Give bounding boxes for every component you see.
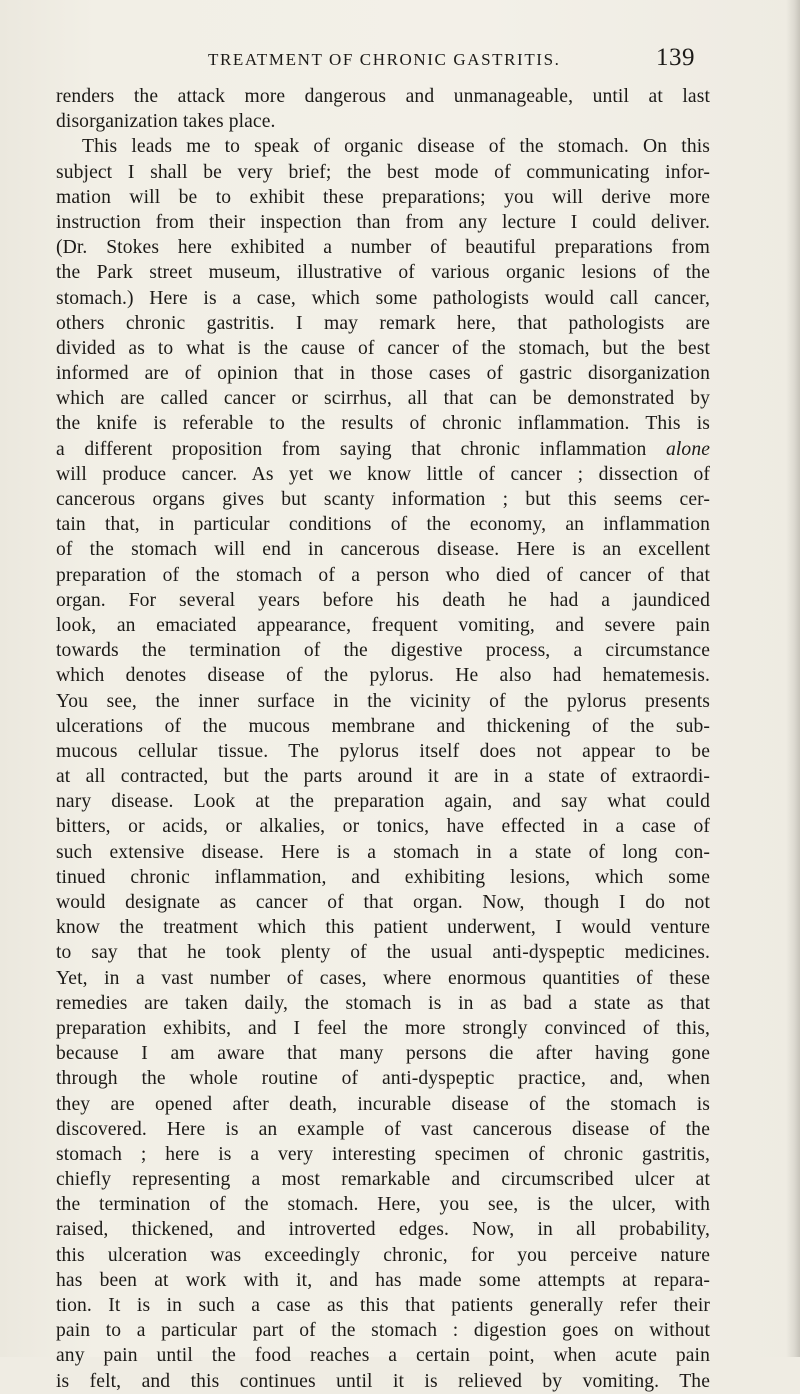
text-line: through the whole routine of anti-dyspeptic practice, and, when bbox=[56, 1068, 710, 1090]
text-line: (Dr. Stokes here exhibited a number of beautiful preparations from bbox=[56, 237, 710, 259]
text-line: has been at work with it, and has made some attempts at repara- bbox=[56, 1269, 710, 1291]
text-line: discovered. Here is an example of vast cancerous disease of the bbox=[56, 1118, 710, 1140]
text-line: subject I shall be very brief; the best mode of communicating infor- bbox=[56, 161, 710, 183]
text-line: others chronic gastritis. I may remark here, that pathologists are bbox=[56, 312, 710, 334]
emphasis-word: alone bbox=[665, 438, 711, 460]
text-line: is felt, and this continues until it is relieved by vomiting. The bbox=[56, 1370, 710, 1392]
text-line: this ulceration was exceedingly chronic, for you perceive nature bbox=[56, 1244, 710, 1266]
text-line: tain that, in particular conditions of the economy, an inflammation bbox=[56, 514, 710, 536]
text-line: pain to a particular part of the stomach : digestion goes on without bbox=[56, 1320, 710, 1342]
text-line: will produce cancer. As yet we know little of cancer ; dissection of bbox=[56, 463, 710, 485]
page-number: 139 bbox=[656, 44, 695, 71]
text-line: mucous cellular tissue. The pylorus itself does not appear to be bbox=[56, 740, 710, 762]
text-line: know the treatment which this patient underwent, I would venture bbox=[56, 917, 710, 939]
text-line: preparation of the stomach of a person who died of cancer of that bbox=[56, 564, 710, 586]
text-line: would designate as cancer of that organ. Now, though I do not bbox=[56, 892, 710, 913]
text-line: mation will be to exhibit these preparations; you will derive more bbox=[56, 186, 710, 208]
text-line: stomach ; here is a very interesting specimen of chronic gastritis, bbox=[56, 1143, 710, 1165]
text-line: any pain until the food reaches a certain point, when acute pain bbox=[56, 1345, 710, 1367]
text-line: instruction from their inspection than from any lecture I could deliver. bbox=[56, 211, 710, 233]
text-line-with-emphasis bbox=[56, 437, 710, 462]
text-fragment: a different proposition from saying that chronic inflammation bbox=[56, 438, 647, 460]
text-line: stomach.) Here is a case, which some pathologists would call cancer, bbox=[56, 287, 710, 309]
text-line: the termination of the stomach. Here, you see, is the ulcer, with bbox=[56, 1194, 710, 1216]
text-line: cancerous organs gives but scanty information ; but this seems cer- bbox=[56, 489, 710, 510]
text-line: at all contracted, but the parts around it are in a state of extraordi- bbox=[56, 766, 710, 788]
text-line: the Park street museum, illustrative of various organic lesions of the bbox=[56, 262, 710, 284]
text-line: which denotes disease of the pylorus. He also had hematemesis. bbox=[56, 665, 710, 687]
page-header bbox=[208, 44, 708, 74]
text-line: chiefly representing a most remarkable and circumscribed ulcer at bbox=[56, 1169, 710, 1191]
text-line: the knife is referable to the results of chronic inflammation. This is bbox=[56, 413, 710, 435]
text-line: disorganization takes place. bbox=[56, 111, 276, 133]
text-line: informed are of opinion that in those cases of gastric disorganization bbox=[56, 363, 710, 385]
text-line: look, an emaciated appearance, frequent vomiting, and severe pain bbox=[56, 614, 710, 636]
text-line: bitters, or acids, or alkalies, or tonics, have effected in a case of bbox=[56, 816, 710, 838]
text-line: such extensive disease. Here is a stomach in a state of long con- bbox=[56, 841, 710, 863]
text-line: remedies are taken daily, the stomach is in as bad a state as that bbox=[56, 992, 710, 1014]
running-head: TREATMENT OF CHRONIC GASTRITIS. bbox=[208, 50, 561, 69]
text-line: nary disease. Look at the preparation again, and say what could bbox=[56, 791, 710, 813]
text-line: which are called cancer or scirrhus, all that can be demonstrated by bbox=[56, 388, 710, 410]
text-line: You see, the inner surface in the vicinity of the pylorus presents bbox=[56, 690, 710, 712]
text-line: preparation exhibits, and I feel the more strongly convinced of this, bbox=[56, 1017, 710, 1039]
text-line: Yet, in a vast number of cases, where enormous quantities of these bbox=[56, 967, 710, 989]
text-line: of the stomach will end in cancerous disease. Here is an excellent bbox=[56, 539, 710, 561]
text-line: because I am aware that many persons die after having gone bbox=[56, 1043, 710, 1065]
page-edge-shadow bbox=[786, 0, 800, 1357]
text-line: This leads me to speak of organic disease of the stomach. On this bbox=[82, 136, 710, 158]
text-line: renders the attack more dangerous and unmanageable, until at last bbox=[56, 86, 710, 107]
text-line: they are opened after death, incurable disease of the stomach is bbox=[56, 1093, 710, 1115]
text-line: raised, thickened, and introverted edges. Now, in all probability, bbox=[56, 1219, 710, 1241]
text-line: ulcerations of the mucous membrane and thickening of the sub- bbox=[56, 715, 710, 737]
text-line: tion. It is in such a case as this that patients generally refer their bbox=[56, 1295, 710, 1316]
text-line: organ. For several years before his death he had a jaundiced bbox=[56, 589, 710, 611]
text-line: to say that he took plenty of the usual anti-dyspeptic medicines. bbox=[56, 942, 710, 964]
text-line: tinued chronic inflammation, and exhibiting lesions, which some bbox=[56, 866, 710, 888]
text-line: divided as to what is the cause of cancer of the stomach, but the best bbox=[56, 337, 710, 359]
text-line: towards the termination of the digestive process, a circumstance bbox=[56, 640, 710, 662]
body-text bbox=[56, 84, 710, 1394]
